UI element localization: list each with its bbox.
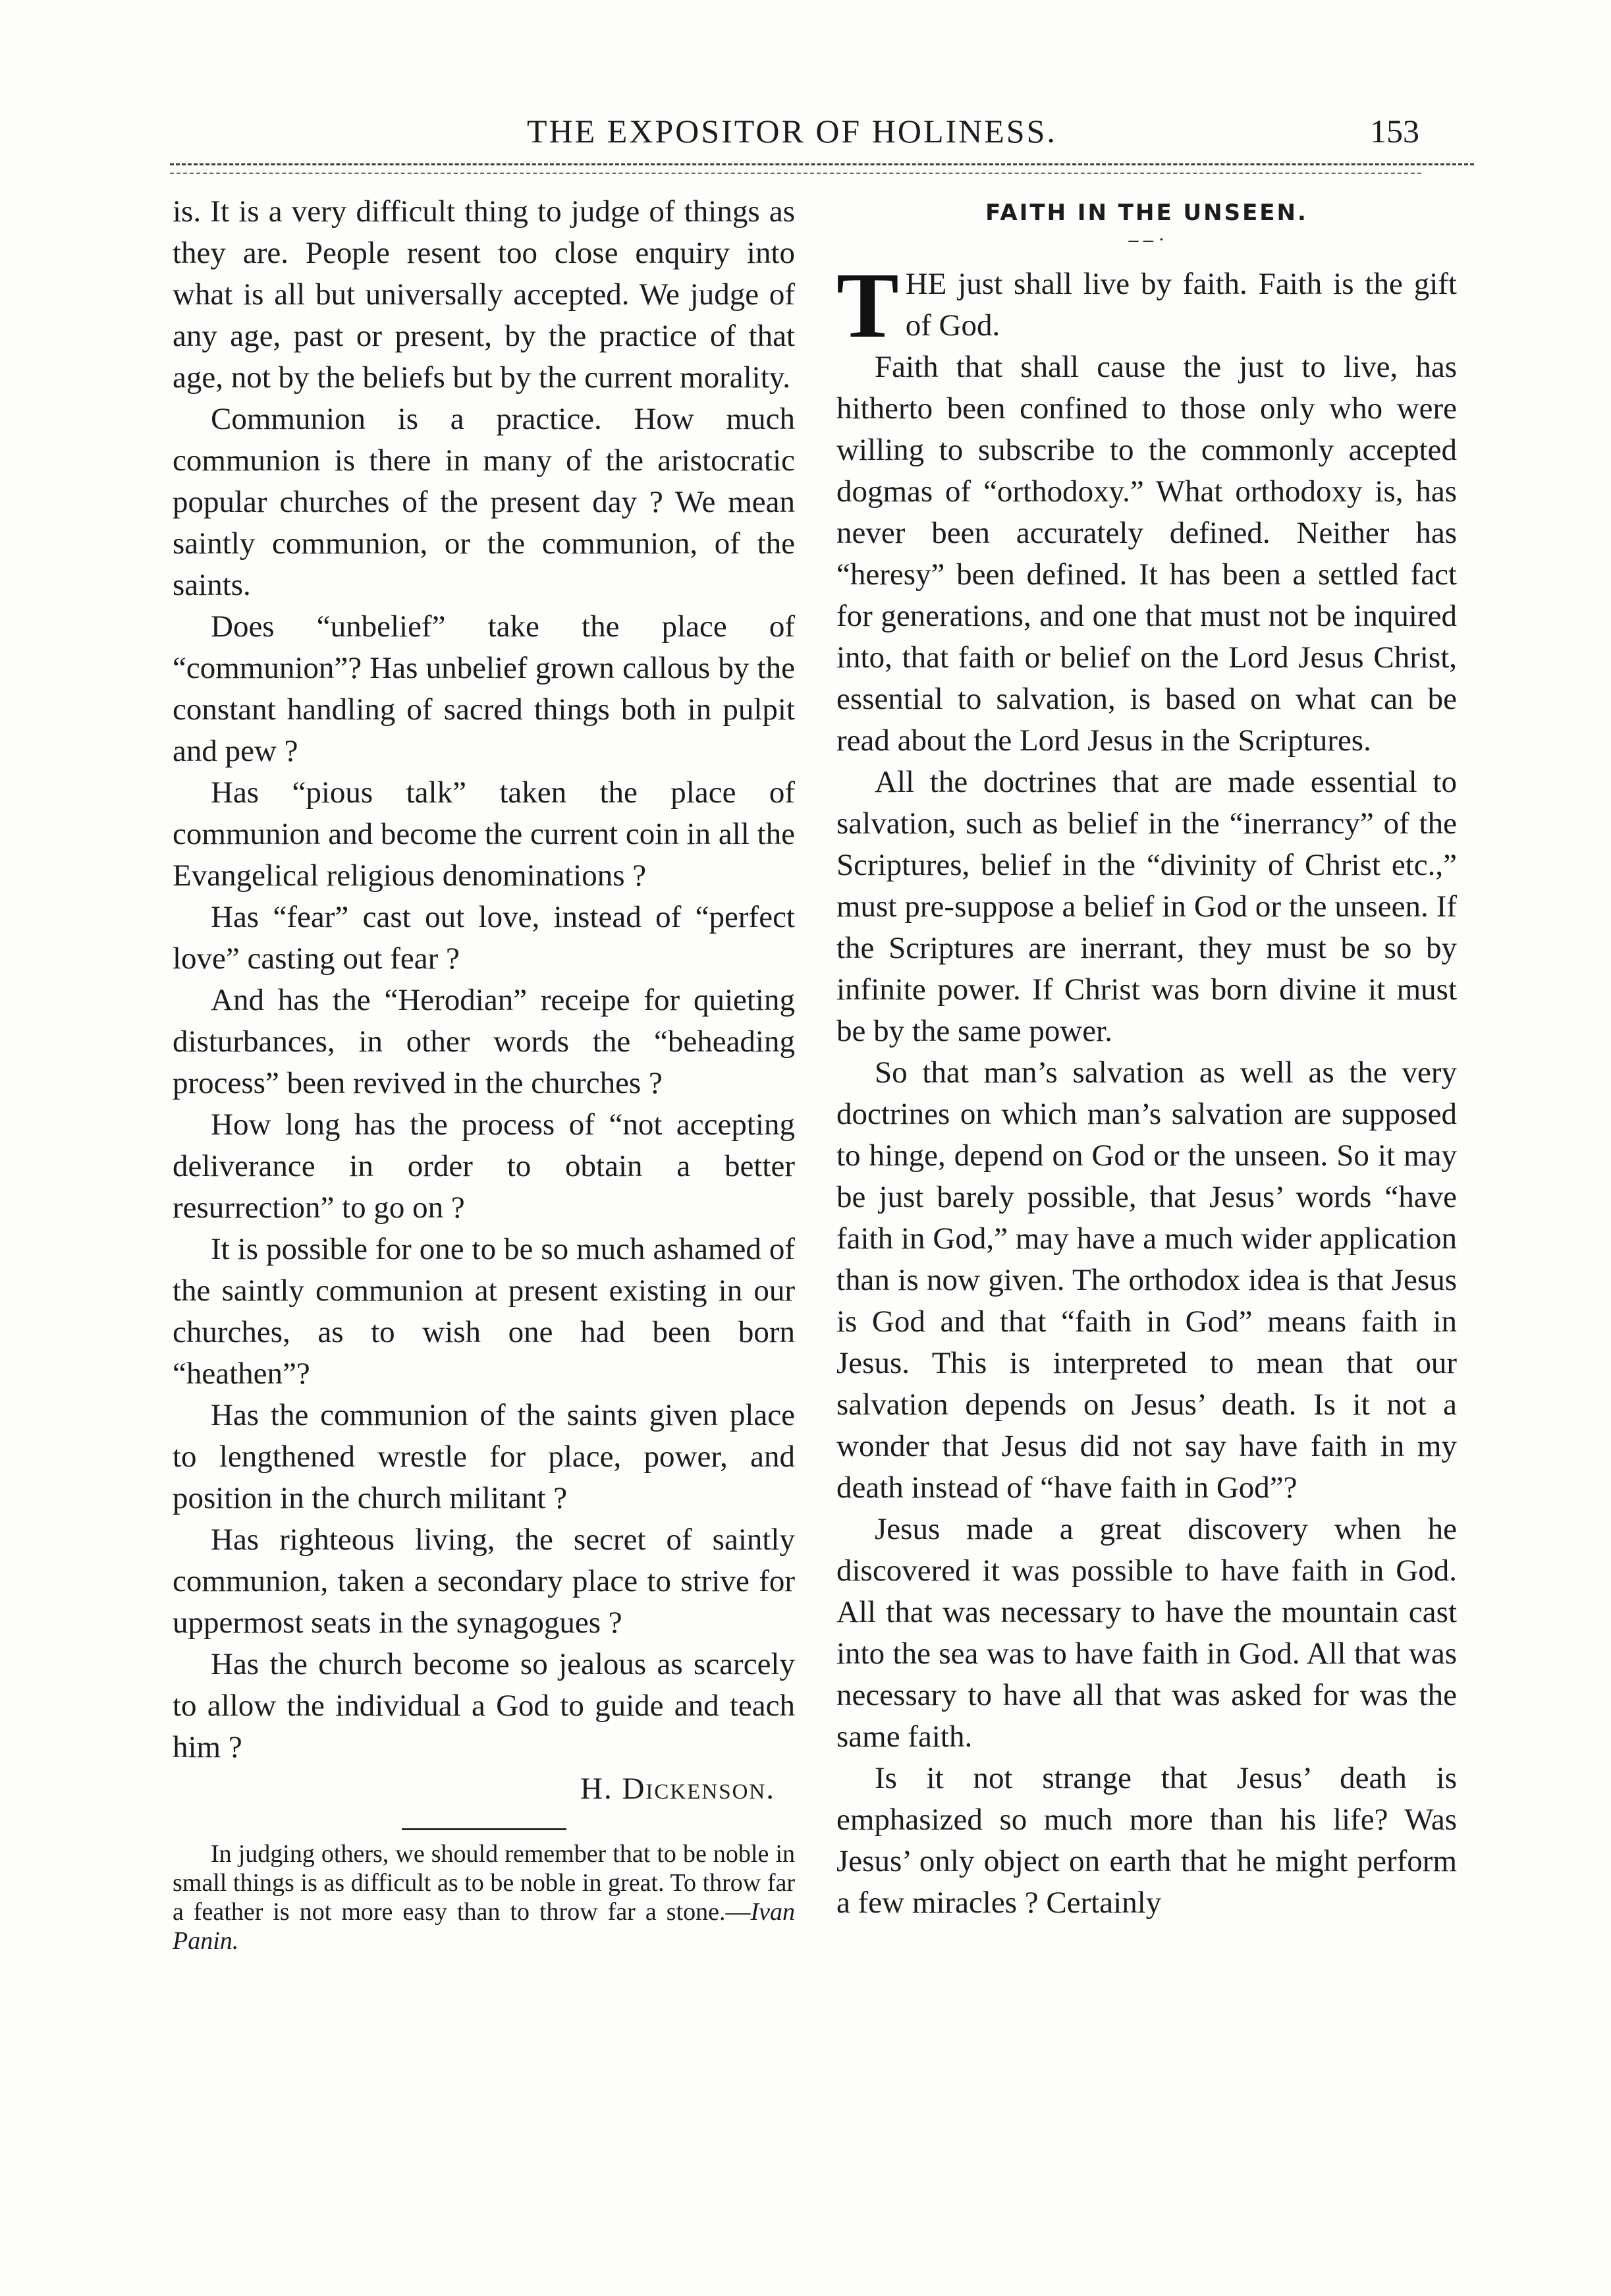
paragraph: And has the “Herodian” receipe for quieting disturbances, in other words the “beheading process” been revived in the churches ?	[173, 983, 795, 1100]
running-title: THE EXPOSITOR OF HOLINESS.	[527, 113, 1057, 150]
footnote-author: Ivan Panin.	[173, 1898, 795, 1955]
left-column	[173, 191, 795, 1955]
paragraph: Has righteous living, the secret of saintly communion, taken a secondary place to strive for uppermost seats in the synagogues ?	[173, 1523, 795, 1640]
paragraph: So that man’s salvation as well as the very doctrines on which man’s salvation are supposed to hinge, depend on God or the unseen. So it may be just barely possible, that Jesus’ words “have faith in God,” may have a much wider application than is now given. The orthodox idea is that Jesus is God and that “faith in God” means faith in Jesus. This is interpreted to mean that our salvation depends on Jesus’ death. Is it not a wonder that Jesus did not say have faith in my death instead of “have faith in God”?	[836, 1055, 1457, 1505]
drop-cap: T	[836, 253, 899, 357]
header-rule-secondary	[170, 173, 1421, 174]
paragraph: Has “pious talk” taken the place of communion and become the current coin in all the Evangelical religious denominations ?	[173, 775, 795, 893]
article-title: FAITH IN THE UNSEEN.	[985, 200, 1308, 226]
paragraph: How long has the process of “not accepting deliverance in order to obtain a better resurrection” to go on ?	[173, 1107, 795, 1225]
right-column	[836, 191, 1457, 1924]
paragraph: Faith that shall cause the just to live, has hitherto been confined to those only who were willing to subscribe to the commonly accepted dogmas of “orthodoxy.” What orthodoxy is, has never been accurately defined. Neither has “heresy” been defined. It has been a settled fact for generations, and one that must not be inquired into, that faith or belief on the Lord Jesus Christ, essential to salvation, is based on what can be read about the Lord Jesus in the Scriptures.	[836, 350, 1457, 758]
paragraph: Jesus made a great discovery when he discovered it was possible to have faith in God. All that was necessary to have the mountain cast into the sea was to have faith in God. All that was necessary to have all that was asked for was the same faith.	[836, 1512, 1457, 1754]
opening-paragraph	[836, 253, 1457, 357]
paragraph: It is possible for one to be so much ashamed of the saintly communion at present existing in our churches, as to wish one had been born “heathen”?	[173, 1232, 795, 1391]
footnote-divider	[402, 1828, 566, 1830]
opening-text: HE just shall live by faith. Faith is the gift of God.	[905, 267, 1457, 343]
paragraph: Has the communion of the saints given place to lengthened wrestle for place, power, and position in the church militant ?	[173, 1398, 795, 1515]
paragraph: Does “unbelief” take the place of “communion”? Has unbelief grown callous by the constant handling of sacred things both in pulpit and pew ?	[173, 609, 795, 768]
paragraph: Has “fear” cast out love, instead of “perfect love” casting out fear ?	[173, 900, 795, 976]
page-number: 153	[1370, 113, 1419, 150]
paragraph: All the doctrines that are made essential to salvation, such as belief in the “inerrancy” of the Scriptures, belief in the “divinity of Christ etc.,” must pre-suppose a belief in God or the unseen. If the Scriptures are inerrant, they must be so by infinite power. If Christ was born divine it must be by the same power.	[836, 765, 1457, 1048]
paragraph: Is it not strange that Jesus’ death is emphasized so much more than his life? Was Jesus’ only object on earth that he might perform a few miracles ? Certainly	[836, 1761, 1457, 1920]
paragraph: Communion is a practice. How much communion is there in many of the aristocratic popular churches of the present day ? We mean saintly communion, or the communion, of the saints.	[173, 402, 795, 602]
footnote	[173, 1839, 795, 1955]
author-signature: H. Dickenson.	[580, 1772, 775, 1806]
header-rule	[170, 163, 1474, 165]
paragraph: is. It is a very difficult thing to judge of things as they are. People resent too close enquiry into what is all but universally accepted. We judge of any age, past or present, by the practice of that age, not by the beliefs but by the current morality.	[173, 194, 795, 395]
paragraph: Has the church become so jealous as scarcely to allow the individual a God to guide and teach him ?	[173, 1647, 795, 1764]
title-ornament: – – ·	[1128, 229, 1165, 250]
footnote-text: In judging others, we should remember that to be noble in small things is as difficult as to be noble in great. To throw far a feather is not more easy than to throw far a stone.—	[173, 1840, 795, 1926]
